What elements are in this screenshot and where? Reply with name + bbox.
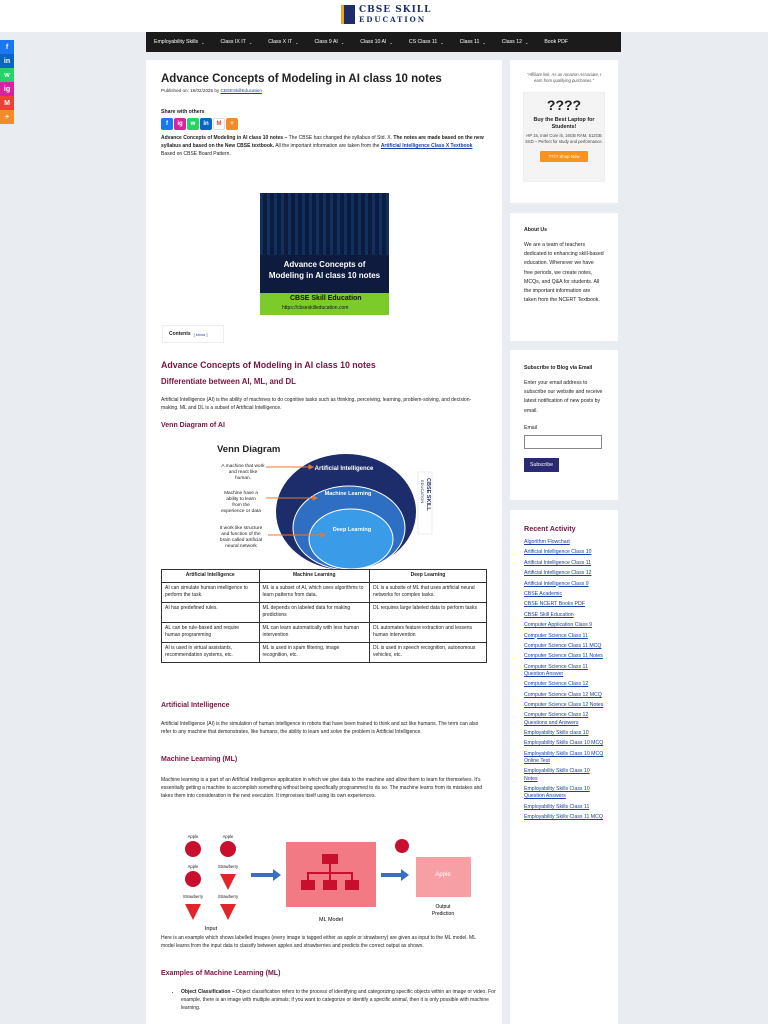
email-label: Email [524,424,537,431]
svg-text:Apple: Apple [187,864,199,869]
subscribe-text: Enter your email address to subscribe our website and receive latest notification of new posts by email. [524,380,603,414]
table-cell: DL automates feature extraction and lessens human intervention [370,622,487,642]
svg-text:Strawberry: Strawberry [217,894,239,899]
nav-item-class-ix-it[interactable]: Class IX IT ⌄ [220,39,253,45]
section-heading-diff: Differentiate between AI, ML, and DL [161,377,296,386]
about-title: About Us [524,227,548,233]
affiliate-widget [510,60,618,203]
affiliate-title: Buy the Best Laptop for Students! [533,117,595,130]
header-bar [0,0,768,32]
nav-item-class-x-it[interactable]: Class X IT ⌄ [268,39,299,45]
recent-activity-link[interactable]: Computer Science Class 11 Question Answer [524,663,588,677]
subscribe-widget [510,350,618,500]
svg-text:Strawberry: Strawberry [182,894,204,899]
ai-paragraph: Artificial Intelligence (AI) is the simulation of human intelligence in robots that have been trained to think and act like humans. The term can also refer to any machine that demonstrates, like humans, the ability to learn and solve the problem is Artificial Intelligence. [161,721,479,735]
book-logo-icon [341,5,355,24]
examples-list [161,988,507,1012]
recent-activity-link[interactable]: Employability Skills class 10 [524,730,589,737]
recent-activity-link[interactable]: Computer Science Class 11 Notes [524,653,603,660]
subscribe-title: Subscribe to Blog via Email [524,365,593,371]
email-field[interactable] [524,435,602,449]
main-nav [146,32,621,52]
output-prediction-label: Output [435,904,451,910]
venn-label-ai: Artificial Intelligence [314,466,374,472]
nav-item-class-12[interactable]: Class 12 ⌄ [501,39,529,45]
recent-activity-link[interactable]: Computer Application Class 9 [524,622,593,629]
svg-text:from the: from the [232,503,250,508]
site-logo[interactable] [341,5,431,24]
table-header: Deep Learning [370,570,487,583]
chevron-down-icon: ⌄ [295,39,299,45]
venn-label-ml: Machine Learning [324,491,372,497]
table-row [162,622,487,642]
whatsapp-icon[interactable]: w [0,68,14,82]
share-title: Share with others [161,109,205,115]
logo-line2: EDUCATION [359,14,427,24]
ml-model-illustration [176,832,476,932]
recent-activity-link[interactable]: Computer Science Class 12 MCQ [524,691,602,698]
recent-activity-link[interactable]: Computer Science Class 12 Notes [524,702,604,709]
table-cell: DL is used in speech recognition, autonomous vehicles, etc. [370,642,487,662]
ml-heading: Machine Learning (ML) [161,756,238,763]
article-container [146,60,502,1024]
arrow-right-icon [381,869,409,881]
table-cell: DL requires large labeled data to perform tasks [370,602,487,622]
recent-activity-link[interactable]: Employability Skills Class 11 MCQ [524,814,603,820]
ai-ml-dl-table [161,569,487,663]
venn-title: Venn Diagram [217,444,281,455]
table-cell: DL is a subsite of ML that uses artificial neural networks for complex tasks. [370,582,487,602]
linkedin-icon[interactable]: in [0,54,14,68]
svg-text:Strawberry: Strawberry [217,864,239,869]
input-label: Input [204,926,218,932]
logo-line1: CBSE SKILL [359,4,432,15]
recent-activity-link[interactable]: CBSE Academic [524,590,563,597]
affiliate-specs: HP 15, Intel Core i5, 16GB RAM, 512GB SSD – Perfect for study and performance. [525,133,603,144]
chevron-down-icon: ⌄ [482,39,486,45]
recent-activity-link[interactable]: Computer Science Class 11 [524,632,588,639]
gmail-icon[interactable]: M [0,96,14,110]
affiliate-note: "Affiliate link, As an Amazon Associate, I earn from qualifying purchases." [526,72,602,83]
examples-heading: Examples of Machine Learning (ML) [161,970,281,977]
recent-activity-link[interactable]: Artificial Intelligence Class 12 [524,570,592,577]
ai-heading: Artificial Intelligence [161,702,230,709]
venn-label-dl: Deep Learning [332,527,372,533]
more-share-icon[interactable]: + [0,110,14,124]
about-widget [510,213,618,341]
recent-activity-link[interactable]: Algorithm Flowchart [524,539,570,545]
recent-activity-title: Recent Activity [524,524,576,533]
facebook-icon[interactable]: f [0,40,14,54]
venn-descriptions [220,463,266,549]
list-item: • Object Classification – Object classification refers to the process of identifying and categorizing specific objects within an image or video. For example, there is an image with multiple animals; if you want to categorize or identify a specific animal, then it is only possible with machine learning. [181,988,507,1012]
linkedin-icon[interactable]: in [200,118,212,130]
table-cell: AI has predefined rules. [162,602,260,622]
chevron-down-icon: ⌄ [524,39,529,45]
recent-activity-widget [510,510,618,1024]
chevron-down-icon: ⌄ [389,39,393,45]
nav-item-book-pdf[interactable]: Book PDF [544,39,568,45]
chevron-down-icon: ⌄ [248,39,253,45]
ml-paragraph: Machine learning is a part of an Artificial Intelligence application in which we give data to the machine and allow them to learn for themselves. It's essentially getting a machine to accomplish something without being specifically programmed to do so. The machine learns from its mistakes and takes them into consideration in the next execution. It improvises itself using its own experiences. [161,777,483,799]
recent-activity-link[interactable]: Employability Skills Class 10 MCQ Online Test [524,750,604,765]
table-row [162,642,487,662]
svg-text:Apple: Apple [187,834,199,839]
gmail-icon[interactable]: M [213,118,225,130]
affiliate-box [523,92,605,182]
svg-text:Machine have a: Machine have a [224,491,258,496]
nav-item-employability-skills[interactable]: Employability Skills ⌄ [154,39,205,45]
svg-text:ability to learn: ability to learn [226,497,256,502]
ml-model-label: ML Model [319,917,343,923]
ml-example-paragraph: Here is an example which shows labelled images (every image is tagged either as apple or strawberry) are given as input to the ML model. ML model learns from the input data to classify between apples and strawberries and predicts the correct output as shown. [161,935,476,949]
chevron-down-icon: ⌄ [201,39,205,45]
recent-activity-link[interactable]: Employability Skills Class 10 Notes [524,768,590,782]
table-cell: ML is used in spam filtering, image recognition, etc. [259,642,370,662]
arrow-right-icon [251,869,281,881]
output-label: Apple [435,872,451,878]
table-row [162,582,487,602]
instagram-icon[interactable]: ig [174,118,186,130]
table-cell: ML can learn automatically with less human intervention [259,622,370,642]
svg-text:neural network: neural network [225,544,257,549]
recent-activity-link[interactable]: Employability Skills Class 11 [524,803,590,810]
svg-text:and react like: and react like [228,470,258,475]
chevron-down-icon: ⌄ [340,39,345,45]
apple-output-icon [395,839,409,853]
recent-activity-link[interactable]: Computer Science Class 12 [524,681,589,688]
table-cell: AI is used in virtual assistants, recommendation systems, etc. [162,642,260,662]
author-link[interactable]: CBSESkillEducation [220,88,262,93]
section-heading-main: Advance Concepts of Modeling in AI class 10 notes [161,360,376,370]
table-header: Machine Learning [259,570,370,583]
recent-activity-link[interactable]: Artificial Intelligence Class 10 [524,549,592,556]
nav-item-class-11[interactable]: Class 11 ⌄ [459,39,486,45]
intro-paragraph: Advance Concepts of Modeling in AI class 10 notes – The CBSE has changed the syllabus of Std. X. The notes are made based on the new syllabus and based on the New CBSE textbook. All the important information are taken from the Artificial Intelligence Class X Textbook Based on CBSE Board Pattern. [161,135,484,157]
recent-activity-link[interactable]: Computer Science Class 11 MCQ [524,642,602,649]
recent-activity-list [524,539,604,821]
svg-text:Prediction: Prediction [431,911,455,917]
svg-text:It work like structure: It work like structure [219,526,263,531]
facebook-icon[interactable]: f [161,118,173,130]
share-icons [161,118,487,130]
more-share-icon[interactable]: + [226,118,238,130]
table-cell: ML is a subset of AI, which uses algorithms to learn patterns from data. [259,582,370,602]
nav-item-cs-class-11[interactable]: CS Class 11 ⌄ [408,39,444,45]
venn-heading: Venn Diagram of AI [161,422,225,429]
diff-paragraph: Artificial Intelligence (AI) is the ability of machines to do cognitive tasks such as thinking, perceiving, learning, problem-solving, and decision-making. ML and DL is a subset of Artificial Intelligence. [161,397,472,411]
svg-text:A machine that work: A machine that work [221,464,265,469]
recent-activity-link[interactable]: Computer Science Class 12 Questions and Answers [524,712,589,726]
chevron-down-icon: ⌄ [440,39,444,45]
recent-activity-link[interactable]: Employability Skills Class 10 MCQ [524,740,604,747]
svg-text:Apple: Apple [222,834,234,839]
textbook-link[interactable]: Artificial Intelligence Class X Textbook [380,143,473,149]
floating-share-rail [0,40,14,124]
table-row [162,602,487,622]
post-meta: Published on: 18/02/2025 by CBSESkillEducation [161,88,262,93]
toc-show-toggle[interactable]: [ show ] [193,331,208,337]
svg-text:human.: human. [235,476,251,481]
recent-activity-link[interactable]: CBSE Skill Education [524,611,574,618]
svg-text:brain called artificial: brain called artificial [219,538,263,543]
recent-activity-link[interactable]: Artificial Intelligence Class 9 [524,580,589,587]
recent-activity-link[interactable]: Artificial Intelligence Class 11 [524,559,592,566]
svg-text:CBSE SKILL: CBSE SKILL [425,478,431,511]
svg-text:experience or data: experience or data [221,509,261,514]
table-header: Artificial Intelligence [162,570,260,583]
table-header-row [162,570,487,583]
venn-diagram [211,440,439,570]
shop-now-button[interactable]: ???? Shop Now [540,151,587,162]
instagram-icon[interactable]: ig [0,82,14,96]
svg-text:EDUCATION: EDUCATION [420,480,425,504]
table-cell: AI can simulate human intelligence to perform the task. [162,582,260,602]
subscribe-button[interactable]: Subscribe [524,458,559,472]
affiliate-emoji: ???? [546,97,582,113]
table-cell: ML depends on labeled data for making predictions [259,602,370,622]
svg-text:and function of the: and function of the [221,532,261,537]
nav-item-class-9-ai[interactable]: Class 9 AI ⌄ [314,39,345,45]
cover-image: Advance Concepts of Modeling in AI class 10 notes CBSE Skill Education https://cbseskilleducation.com [260,193,389,315]
circuit-graphic [260,193,389,255]
table-of-contents: Contents [ show ] [162,325,224,343]
page-title: Advance Concepts of Modeling in AI class 10 notes [161,73,442,85]
whatsapp-icon[interactable]: w [187,118,199,130]
recent-activity-link[interactable]: Employability Skills Class 10 Question Answers [524,786,590,800]
table-cell: AL can be rule-based and require human programming [162,622,260,642]
about-text: We are a team of teachers dedicated to enhancing skill-based education. Whenever we have free periods, we create notes, MCQs, and Q&A for students. All the important information are taken from the NCERT Textbook. [524,242,604,304]
dl-circle [309,509,393,569]
recent-activity-link[interactable]: CBSE NCERT Books PDF [524,601,585,608]
nav-item-class-10-ai[interactable]: Class 10 AI ⌄ [360,39,393,45]
